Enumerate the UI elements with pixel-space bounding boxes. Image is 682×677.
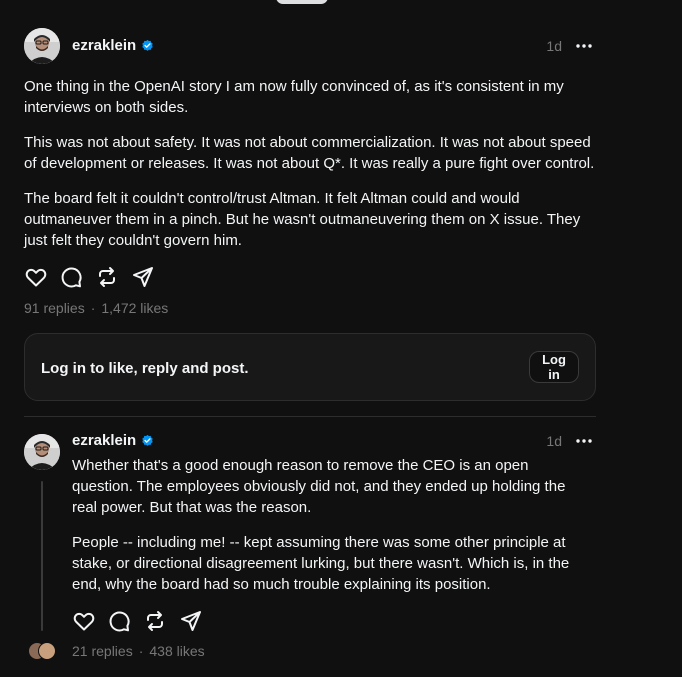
post-paragraph: One thing in the OpenAI story I am now fully convinced of, as it's consistent in my interviews on both sides.: [24, 78, 564, 116]
heart-icon[interactable]: [24, 265, 48, 289]
post-body: [24, 76, 596, 251]
repost-icon[interactable]: [95, 265, 119, 289]
divider: [24, 416, 596, 417]
avatar[interactable]: [24, 434, 60, 470]
post-timestamp[interactable]: 1d: [546, 38, 562, 54]
reply-stats: [72, 643, 205, 659]
avatar: [38, 642, 56, 660]
reply-paragraph: People -- including me! -- kept assuming there was some other principle at stake, or directional disagreement lurking, but there wasn't. Which is, in the end, why the board had so much trouble explaining its position.: [72, 534, 570, 593]
send-icon[interactable]: [179, 609, 203, 633]
more-horizontal-icon[interactable]: [574, 432, 594, 450]
comment-bubble-icon[interactable]: [107, 609, 131, 633]
login-prompt: [24, 333, 596, 401]
post-username[interactable]: ezraklein: [72, 37, 154, 54]
replies-count[interactable]: 91 replies: [24, 300, 85, 316]
replier-avatars: [28, 642, 60, 660]
post-stats: [24, 300, 596, 316]
reply-body: [72, 455, 572, 633]
reply-timestamp[interactable]: 1d: [546, 433, 562, 449]
likes-count[interactable]: 1,472 likes: [101, 300, 169, 316]
stats-separator: ·: [90, 300, 96, 316]
post-paragraph: The board felt it couldn't control/trust Altman. It felt Altman could and would outmaneuver them in a pinch. But he wasn't outmaneuvering them on X issue. They just felt they couldn't govern him.: [24, 190, 581, 249]
verified-badge-icon: [141, 434, 154, 447]
verified-badge-icon: [141, 39, 154, 52]
post-header: [24, 28, 596, 64]
reply-paragraph: Whether that's a good enough reason to remove the CEO is an open question. The employees obviously did not, and they ended up holding the real power. But that was the reason.: [72, 457, 566, 516]
likes-count[interactable]: 438 likes: [149, 643, 205, 659]
reply-actions: [72, 609, 572, 633]
send-icon[interactable]: [131, 265, 155, 289]
main-post: [24, 28, 596, 316]
comment-bubble-icon[interactable]: [59, 265, 83, 289]
login-prompt-text: Log in to like, reply and post.: [41, 360, 249, 377]
stats-separator: ·: [138, 643, 144, 659]
heart-icon[interactable]: [72, 609, 96, 633]
header-logo-fragment: [276, 0, 328, 4]
reply-username[interactable]: ezraklein: [72, 432, 154, 449]
repost-icon[interactable]: [143, 609, 167, 633]
thread-line: [41, 481, 43, 631]
replies-count[interactable]: 21 replies: [72, 643, 133, 659]
post-actions: [24, 265, 596, 289]
login-button[interactable]: Log in: [529, 351, 579, 383]
avatar[interactable]: [24, 28, 60, 64]
more-horizontal-icon[interactable]: [574, 37, 594, 55]
post-paragraph: This was not about safety. It was not about commercialization. It was not about speed of development or releases. It was not about Q*. It was really a pure fight over control.: [24, 134, 595, 172]
